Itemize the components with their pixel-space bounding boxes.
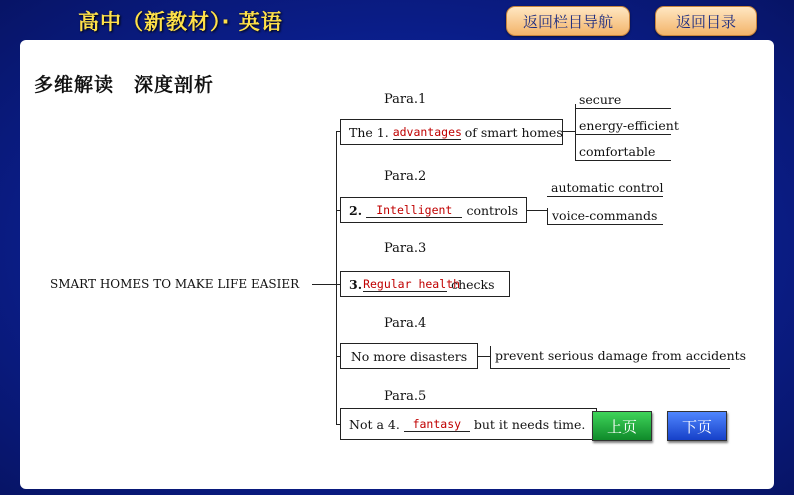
branch-box-1 (340, 119, 563, 145)
para-label: Para.5 (384, 389, 427, 404)
connector (312, 284, 336, 285)
para-label: Para.2 (384, 169, 427, 184)
branch-prefix: 3. (349, 276, 363, 292)
prev-page-button[interactable]: 上页 (592, 411, 652, 441)
top-bar (0, 0, 794, 40)
branch-box-5 (340, 408, 597, 440)
connector (336, 131, 337, 424)
app-title: 高中（新教材）· 英语 (78, 10, 283, 34)
branch-prefix: Not a 4. (349, 416, 400, 432)
branch-suffix: controls (466, 202, 518, 218)
back-to-toc-button[interactable]: 返回目录 (655, 6, 757, 36)
branch-suffix: but it needs time. (473, 416, 586, 432)
para-label: Para.4 (384, 316, 427, 331)
branch-box-2 (340, 197, 527, 223)
branch-suffix: checks (451, 276, 495, 292)
answer-blank-3: Regular health (363, 276, 460, 291)
para-label: Para.1 (384, 92, 427, 107)
answer-blank-2: Intelligent (366, 203, 462, 218)
branch-suffix: of smart homes (464, 124, 563, 140)
branch-prefix: 2. (349, 202, 363, 218)
back-to-section-button[interactable]: 返回栏目导航 (506, 6, 630, 36)
mindmap-root: SMART HOMES TO MAKE LIFE EASIER (50, 277, 300, 291)
leaf-item: comfortable (575, 144, 671, 161)
next-page-button[interactable]: 下页 (667, 411, 727, 441)
leaf-item: automatic control (547, 180, 663, 197)
connector (527, 210, 547, 211)
content-panel (20, 40, 774, 489)
section-title: 多维解读 深度剖析 (34, 74, 215, 96)
leaf-item: voice-commands (547, 208, 663, 225)
leaf-item: prevent serious damage from accidents (490, 346, 730, 369)
connector (478, 356, 490, 357)
leaf-item: energy-efficient (575, 118, 671, 135)
leaf-item: secure (575, 92, 671, 109)
branch-box-3 (340, 271, 510, 297)
answer-blank-1: advantages (392, 124, 462, 139)
answer-blank-4: fantasy (404, 417, 470, 432)
para-label: Para.3 (384, 241, 427, 256)
connector (563, 131, 575, 132)
branch-prefix: The 1. (349, 124, 389, 140)
branch-box-4: No more disasters (340, 343, 478, 369)
